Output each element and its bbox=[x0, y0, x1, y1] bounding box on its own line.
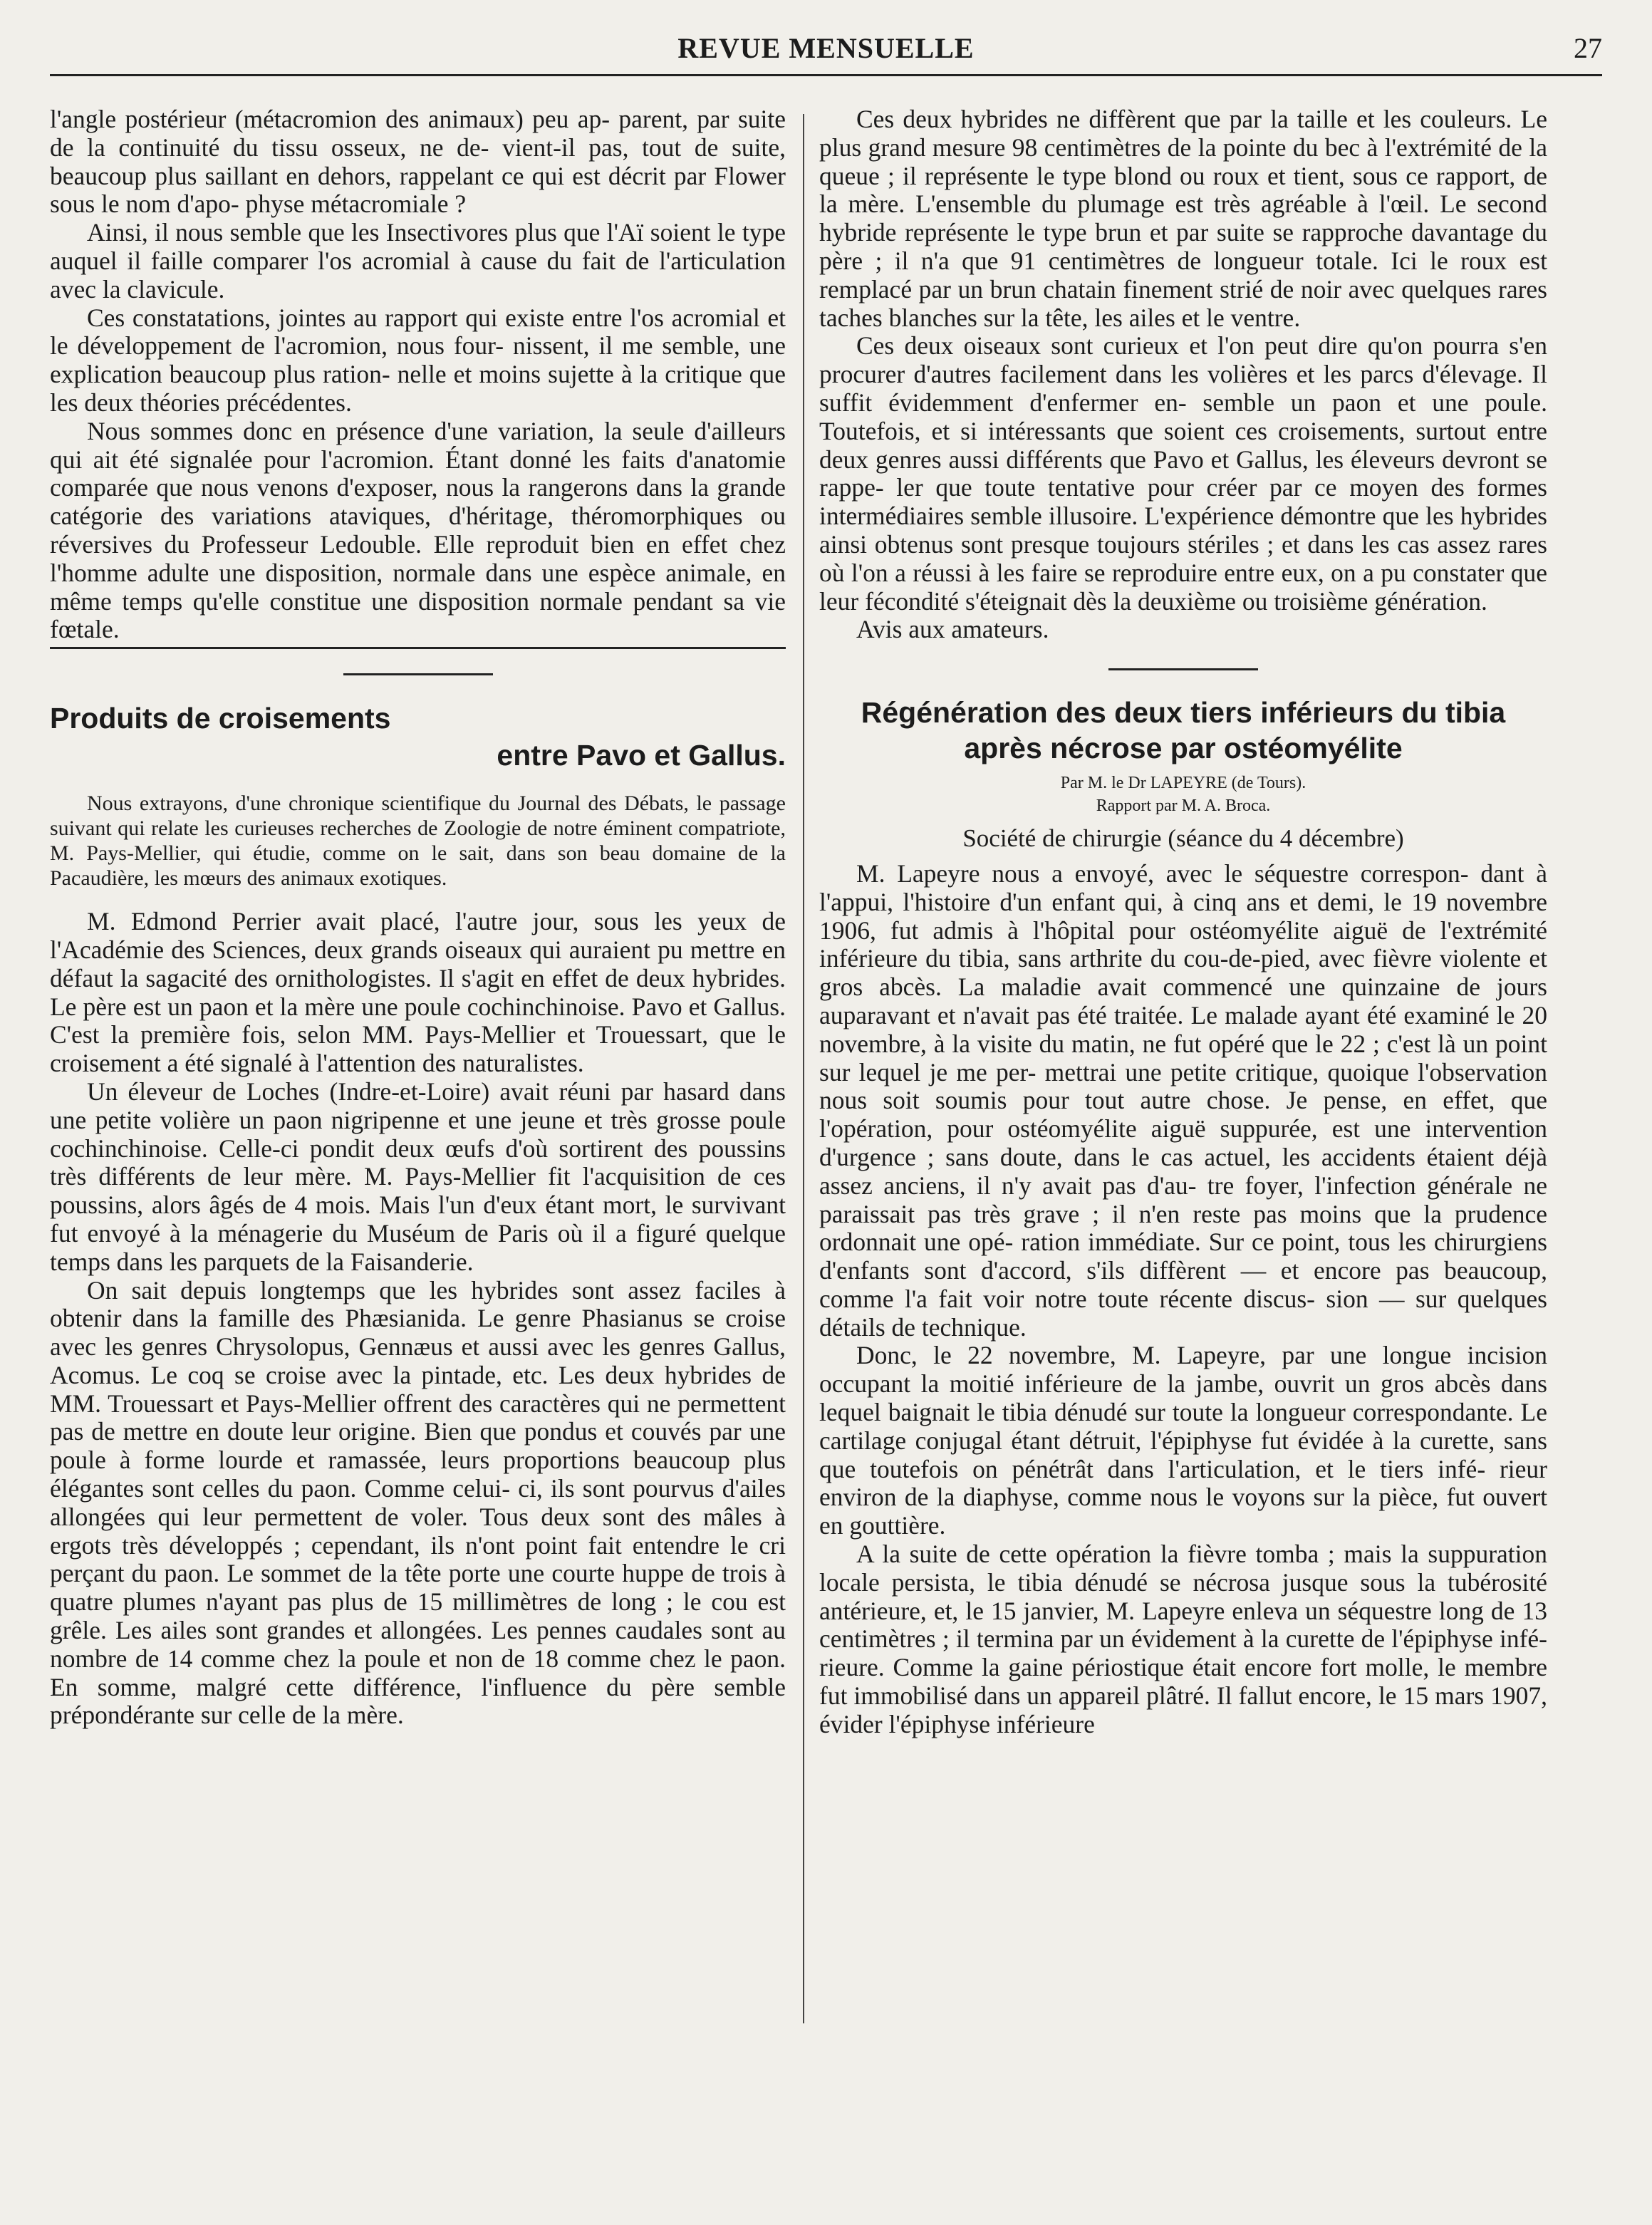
section-separator bbox=[343, 673, 493, 675]
end-of-article-rule bbox=[50, 647, 786, 649]
body-paragraph: Nous sommes donc en présence d'une variation, la seule d'ailleurs qui ait été signalée pour l'acromion. Étant donné les faits d'anatomie comparée que nous venons d'exposer, nous la rangerons dans la grande catégorie des variations ataviques, d'héritage, théromorphiques ou réversives du Professeur Ledouble. Elle reproduit bien en effet chez l'homme adulte une disposition, normale dans une espèce animale, en même temps qu'elle constitue une disposition normale pendant sa vie fœtale. bbox=[50, 416, 786, 644]
body-paragraph: M. Lapeyre nous a envoyé, avec le séquestre correspon- dant à l'appui, l'histoire d'un enfant qui, à cinq ans et demi, le 19 novembre 1906, fut admis à l'hôpital pour ostéomyélite aiguë de l'extrémité inférieure du tibia, sans arthrite du cou-de-pied, avec fièvre violente et gros abcès. La maladie avait commencé une quinzaine de jours auparavant et n'avait pas été traitée. Le malade ayant été examiné le 20 novembre, à la visite du matin, ne fut opéré que le 22 ; c'est là un point sur lequel je me per- mettrai une petite critique, quoique l'observation nous soit soumis pour tout autre chose. Je pense, en effet, que l'opération, pour ostéomyélite aiguë suppurée, est une intervention d'urgence ; sans doute, dans le cas actuel, les accidents étaient déjà assez anciens, il n'y avait pas d'au- tre foyer, l'infection générale ne paraissait pas très grave ; il n'en reste pas moins que la prudence ordonnait une opé- ration immédiate. Sur ce point, tous les chirurgiens d'enfants sont d'accord, s'ils diffèrent — et encore pas beaucoup, comme l'a fait voir notre toute récente discus- sion — sur quelques détails de technique. bbox=[819, 859, 1547, 1342]
body-paragraph: Ces deux hybrides ne diffèrent que par la taille et les couleurs. Le plus grand mesure 98 centimètres de la pointe du bec à l'extrémité de la queue ; il représente le type blond ou roux et tient, sous ce rapport, de la mère. L'ensemble du plumage est très agréable à l'œil. Le second hybride représente le type brun et par suite se rapproche davantage du père ; il n'a que 91 centimètres de longueur totale. Ici le roux est remplacé par un brun chatain finement strié de noir avec quelques rares taches blanches sur la tête, les ailes et le ventre. bbox=[819, 105, 1547, 332]
body-paragraph: On sait depuis longtemps que les hybrides sont assez faciles à obtenir dans la famille des Phæsianida. Le genre Phasianus se croise avec les genres Chrysolopus, Gennæus et aussi avec les genres Gallus, Acomus. Le coq se croise avec la pintade, etc. Les deux hybrides de MM. Trouessart et Pays-Mellier offrent des caractères qui ne permettent pas de mettre en doute leur origine. Bien que pondus et couvés par une poule à forme lourde et ramassée, leurs proportions beaucoup plus élégantes sont celles du paon. Comme celui- ci, ils sont pourvus d'ailes allongées qui leur permettent de voler. Tous deux sont des mâles à ergots très développés ; cependant, ils n'ont point fait entendre le cri perçant du paon. Le sommet de la tête porte une courte huppe de trois à quatre plumes n'ayant pas plus de 15 millimètres de long ; le cou est grêle. Les ailes sont grandes et allongées. Les pennes caudales sont au nombre de 14 comme chez la poule et non de 18 comme chez le paon. En somme, malgré cette différence, l'influence du père semble prépondérante sur celle de la mère. bbox=[50, 1275, 786, 1730]
body-paragraph: Un éleveur de Loches (Indre-et-Loire) avait réuni par hasard dans une petite volière un paon nigripenne et une jeune et très grosse poule cochinchinoise. Celle-ci pondit deux œufs d'où sortirent des poussins très différents de leur mère. M. Pays-Mellier fit l'acquisition de ces poussins, alors âgés de 4 mois. Mais l'un d'eux étant mort, le survivant fut envoyé à la ménagerie du Muséum de Paris où il a figuré quelque temps dans les parquets de la Faisanderie. bbox=[50, 1077, 786, 1276]
society-line: Société de chirurgie (séance du 4 décembre) bbox=[962, 824, 1404, 853]
body-paragraph: Ces constatations, jointes au rapport qui existe entre l'os acromial et le développement de l'acromion, nous four- nissent, il me semble, une explication beaucoup plus ration- nelle et moins sujette à la critique que les deux théories précédentes. bbox=[50, 303, 786, 417]
byline-author: Par M. le Dr LAPEYRE (de Tours). bbox=[1060, 774, 1306, 793]
column-divider bbox=[803, 114, 804, 2023]
body-paragraph: Donc, le 22 novembre, M. Lapeyre, par une longue incision occupant la moitié inférieure de la jambe, ouvrit un gros abcès dans lequel baignait le tibia dénudé sur toute la longueur correspondante. Le cartilage conjugal étant détruit, l'épiphyse fut évidée à la curette, sans que toutefois on pénétrât dans l'articulation, et le tiers infé- rieur environ de la diaphyse, comme nous le voyons sur la pièce, fut ouvert en gouttière. bbox=[819, 1341, 1547, 1540]
running-title: REVUE MENSUELLE bbox=[677, 32, 975, 64]
article-intro: Nous extrayons, d'une chronique scientifique du Journal des Débats, le passage suivant qui relate les curieuses recherches de Zoologie de notre éminent compatriote, M. Pays-Mellier, qui étudie, comme on le sait, dans son beau domaine de la Pacaudière, les mœurs des animaux exotiques. bbox=[50, 792, 786, 891]
page-number: 27 bbox=[1574, 32, 1602, 64]
article-title: Régénération des deux tiers inférieurs du tibia après nécrose par ostéomyélite bbox=[861, 696, 1506, 765]
article-title-line-2: entre Pavo et Gallus. bbox=[497, 739, 786, 772]
header-rule bbox=[50, 74, 1602, 76]
byline-reporter: Rapport par M. A. Broca. bbox=[1096, 797, 1271, 816]
body-paragraph: Avis aux amateurs. bbox=[856, 615, 1049, 644]
article-title bbox=[50, 700, 786, 774]
left-column bbox=[50, 105, 786, 1730]
body-paragraph: Ces deux oiseaux sont curieux et l'on peut dire qu'on pourra s'en procurer d'autres facilement dans les volières et les parcs d'élevage. Il suffit évidemment d'enfermer en- semble un paon et une poule. Toutefois, et si intéressants que soient ces croisements, surtout entre deux genres aussi différents que Pavo et Gallus, les éleveurs devront se rappe- ler que toute tentative pour créer par ce moyen des formes intermédiaires semble illusoire. L'expérience démontre que les hybrides ainsi obtenus sont presque toujours stériles ; et dans les cas assez rares où l'on a réussi à les faire se reproduire entre eux, on a pu constater que leur fécondité s'éteignait dès la deuxième ou troisième génération. bbox=[819, 331, 1547, 616]
body-paragraph: l'angle postérieur (métacromion des animaux) peu ap- parent, par suite de la continuité du tissu osseux, ne de- vient-il pas, tout de suite, beaucoup plus saillant en dehors, rappelant ce qui est décrit par Flower sous le nom d'apo- physe métacromiale ? bbox=[50, 105, 786, 219]
page-header bbox=[50, 31, 1602, 67]
article-title-line-1: Produits de croisements bbox=[50, 702, 391, 735]
body-paragraph: M. Edmond Perrier avait placé, l'autre jour, sous les yeux de l'Académie des Sciences, deux grands oiseaux qui auraient pu mettre en défaut la sagacité des ornithologistes. Il s'agit en effet de deux hybrides. Le père est un paon et la mère une poule cochinchinoise. Pavo et Gallus. C'est la première fois, selon MM. Pays-Mellier et Trouessart, que le croisement a été signalé à l'attention des naturalistes. bbox=[50, 907, 786, 1078]
section-separator bbox=[1108, 668, 1258, 670]
body-paragraph: Ainsi, il nous semble que les Insectivores plus que l'Aï soient le type auquel il faille comparer l'os acromial à cause du fait de l'articulation avec la clavicule. bbox=[50, 218, 786, 304]
right-column bbox=[819, 105, 1547, 1739]
body-paragraph: A la suite de cette opération la fièvre tomba ; mais la suppuration locale persista, le tibia dénudé se nécrosa jusque sous la tubérosité antérieure, et, le 15 janvier, M. Lapeyre enleva un séquestre long de 13 centimètres ; il termina par un évidement à la curette de l'épiphyse infé- rieure. Comme la gaine périostique était encore fort molle, le membre fut immobilisé dans un appareil plâtré. Il fallut encore, le 15 mars 1907, évider l'épiphyse inférieure bbox=[819, 1540, 1547, 1738]
